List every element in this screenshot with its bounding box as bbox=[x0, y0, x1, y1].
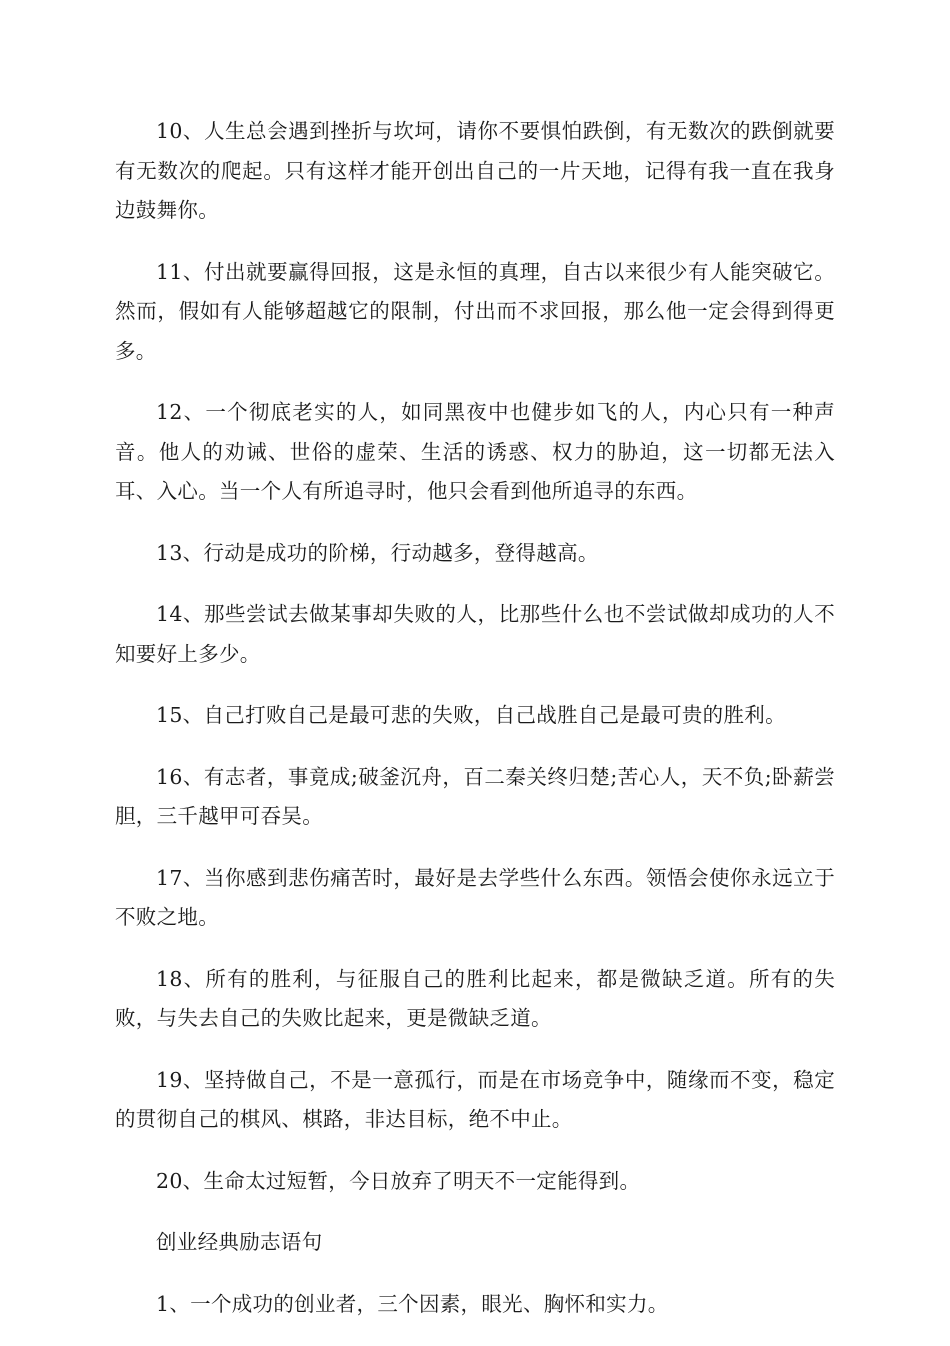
paragraph-16: 16、有志者，事竟成;破釜沉舟，百二秦关终归楚;苦心人，天不负;卧薪尝胆，三千越甲可吞吴。 bbox=[115, 764, 835, 828]
document-page bbox=[115, 112, 835, 1346]
paragraph-13: 13、行动是成功的阶梯，行动越多，登得越高。 bbox=[156, 540, 599, 565]
paragraph-17: 17、当你感到悲伤痛苦时，最好是去学些什么东西。领悟会使你永远立于不败之地。 bbox=[115, 865, 835, 929]
paragraph-11: 11、付出就要赢得回报，这是永恒的真理，自古以来很少有人能突破它。然而，假如有人能够超越它的限制，付出而不求回报，那么他一定会得到得更多。 bbox=[115, 259, 835, 363]
paragraph-18: 18、所有的胜利，与征服自己的胜利比起来，都是微缺乏道。所有的失败，与失去自己的失败比起来，更是微缺乏道。 bbox=[115, 966, 835, 1030]
paragraph-12: 12、一个彻底老实的人，如同黑夜中也健步如飞的人，内心只有一种声音。他人的劝诫、世俗的虚荣、生活的诱惑、权力的胁迫，这一切都无法入耳、入心。当一个人有所追寻时，他只会看到他所追寻的东西。 bbox=[115, 400, 835, 503]
paragraph-14: 14、那些尝试去做某事却失败的人，比那些什么也不尝试做却成功的人不知要好上多少。 bbox=[115, 602, 835, 666]
paragraph-19: 19、坚持做自己，不是一意孤行，而是在市场竞争中，随缘而不变，稳定的贯彻自己的棋风、棋路，非达目标，绝不中止。 bbox=[115, 1067, 835, 1131]
paragraph-15: 15、自己打败自己是最可悲的失败，自己战胜自己是最可贵的胜利。 bbox=[156, 703, 786, 727]
paragraph-20: 20、生命太过短暂，今日放弃了明天不一定能得到。 bbox=[156, 1168, 641, 1193]
paragraph-10: 10、人生总会遇到挫折与坎坷，请你不要惧怕跌倒，有无数次的跌倒就要有无数次的爬起。只有这样才能开创出自己的一片天地，记得有我一直在我身边鼓舞你。 bbox=[115, 119, 835, 222]
section-paragraph-1: 1、一个成功的创业者，三个因素，眼光、胸怀和实力。 bbox=[156, 1291, 669, 1316]
section-heading: 创业经典励志语句 bbox=[156, 1230, 323, 1254]
